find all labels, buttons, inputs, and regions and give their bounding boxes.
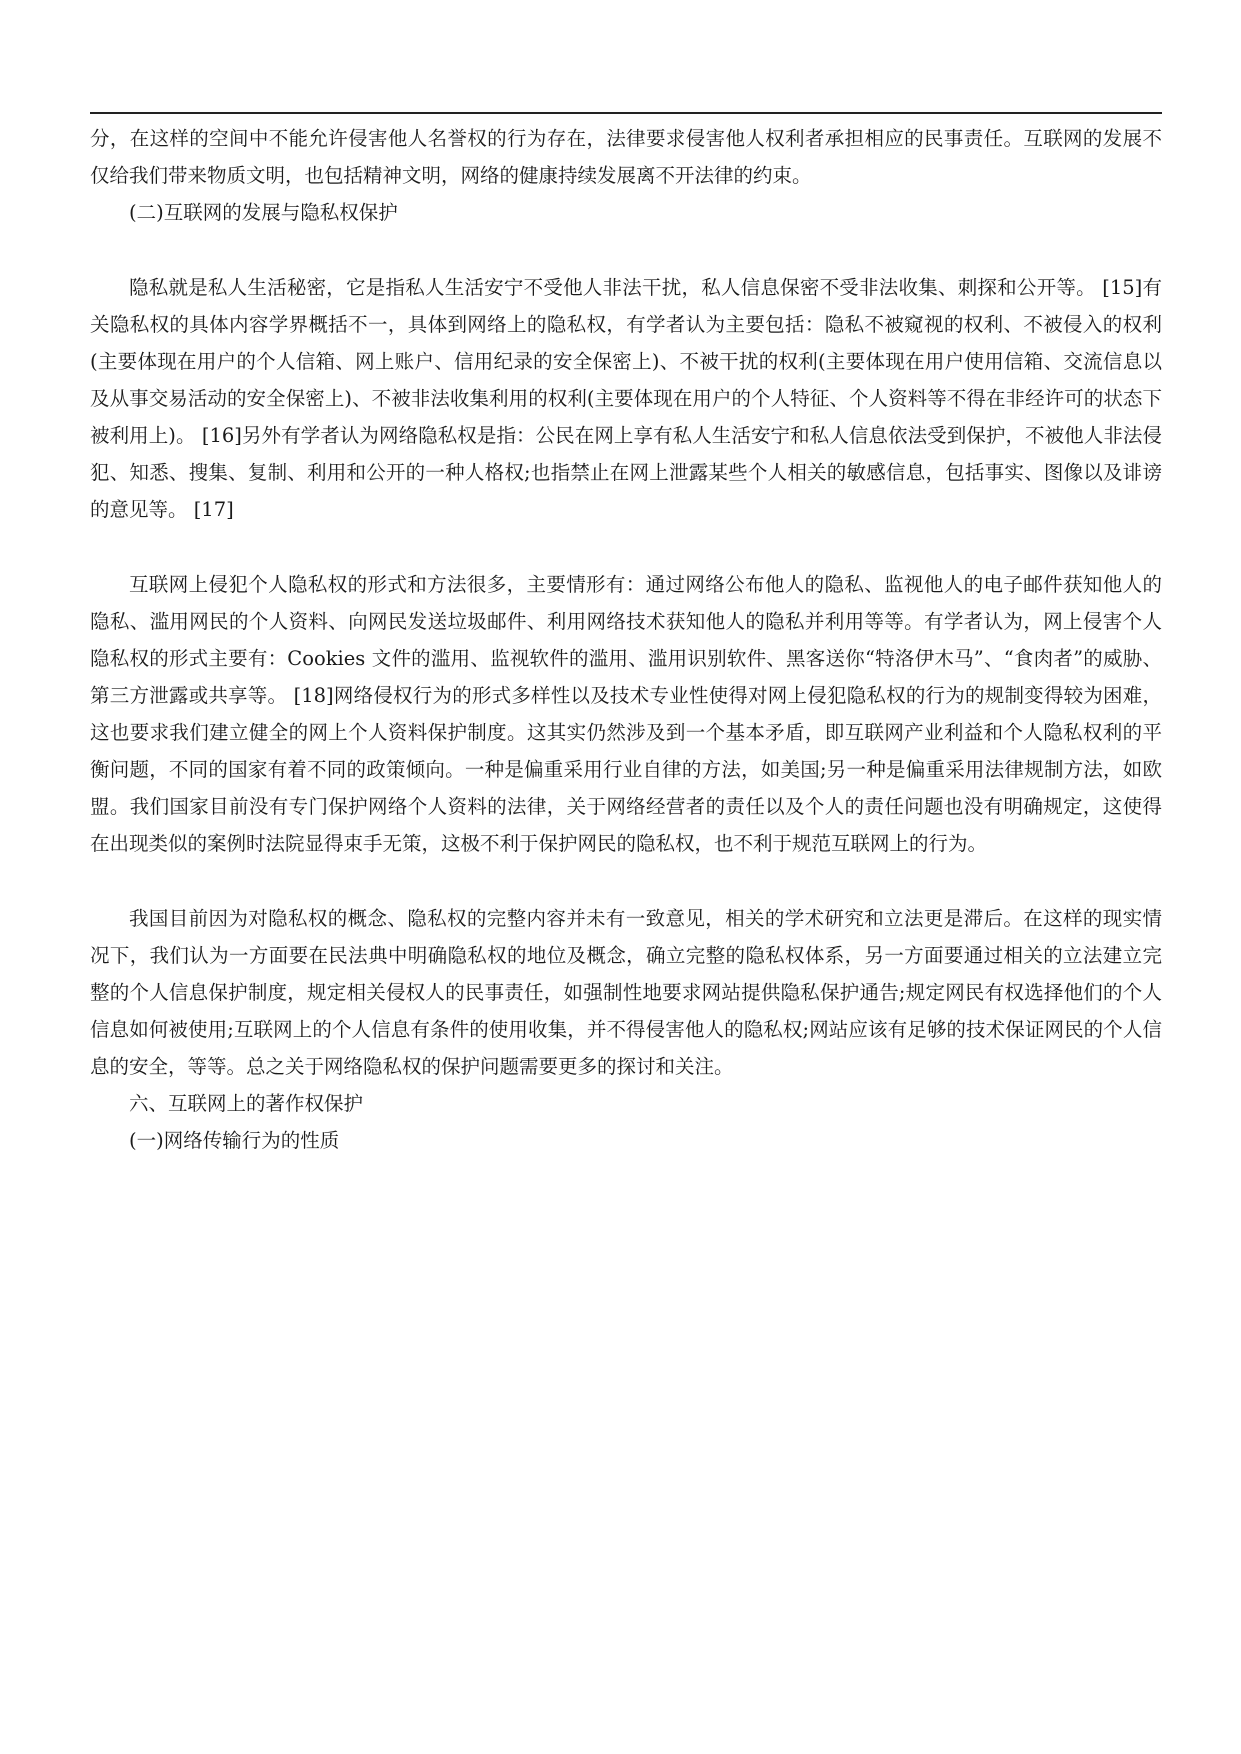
header-rule: [90, 112, 1162, 114]
section-heading-transmission: (一)网络传输行为的性质: [129, 1129, 340, 1152]
chapter-heading-copyright: 六、互联网上的著作权保护: [129, 1092, 364, 1115]
paragraph-continuation: 分，在这样的空间中不能允许侵害他人名誉权的行为存在，法律要求侵害他人权利者承担相应的民事责任。互联网的发展不仅给我们带来物质文明，也包括精神文明，网络的健康持续发展离不开法律的约束。: [90, 127, 1162, 187]
document-body: [90, 120, 1162, 1159]
paragraph-privacy-infringement: 互联网上侵犯个人隐私权的形式和方法很多，主要情形有：通过网络公布他人的隐私、监视他人的电子邮件获知他人的隐私、滥用网民的个人资料、向网民发送垃圾邮件、利用网络技术获知他人的隐私并利用等等。有学者认为，网上侵害个人隐私权的形式主要有：Cookies 文件的滥用、监视软件的滥用、滥用识别软件、黑客送你“特洛伊木马”、“食肉者”的威胁、第三方泄露或共享等。 [18]网络侵权行为的形式多样性以及技术专业性使得对网上侵犯隐私权的行为的规制变得较为困难，这也要求我们建立健全的网上个人资料保护制度。这其实仍然涉及到一个基本矛盾，即互联网产业利益和个人隐私权利的平衡问题，不同的国家有着不同的政策倾向。一种是偏重采用行业自律的方法，如美国;另一种是偏重采用法律规制方法，如欧盟。我们国家目前没有专门保护网络个人资料的法律，关于网络经营者的责任以及个人的责任问题也没有明确规定，这使得在出现类似的案例时法院显得束手无策，这极不利于保护网民的隐私权，也不利于规范互联网上的行为。: [90, 573, 1162, 855]
paragraph-privacy-definition: 隐私就是私人生活秘密，它是指私人生活安宁不受他人非法干扰，私人信息保密不受非法收集、刺探和公开等。 [15]有关隐私权的具体内容学界概括不一，具体到网络上的隐私权，有学者认为主要包括：隐私不被窥视的权利、不被侵入的权利(主要体现在用户的个人信箱、网上账户、信用纪录的安全保密上)、不被干扰的权利(主要体现在用户使用信箱、交流信息以及从事交易活动的安全保密上)、不被非法收集利用的权利(主要体现在用户的个人特征、个人资料等不得在非经许可的状态下被利用上)。 [16]另外有学者认为网络隐私权是指：公民在网上享有私人生活安宁和私人信息依法受到保护，不被他人非法侵犯、知悉、搜集、复制、利用和公开的一种人格权;也指禁止在网上泄露某些个人相关的敏感信息，包括事实、图像以及诽谤的意见等。 [17]: [90, 276, 1162, 521]
paragraph-privacy-legislation: 我国目前因为对隐私权的概念、隐私权的完整内容并未有一致意见，相关的学术研究和立法更是滞后。在这样的现实情况下，我们认为一方面要在民法典中明确隐私权的地位及概念，确立完整的隐私权体系，另一方面要通过相关的立法建立完整的个人信息保护制度，规定相关侵权人的民事责任，如强制性地要求网站提供隐私保护通告;规定网民有权选择他们的个人信息如何被使用;互联网上的个人信息有条件的使用收集，并不得侵害他人的隐私权;网站应该有足够的技术保证网民的个人信息的安全，等等。总之关于网络隐私权的保护问题需要更多的探讨和关注。: [90, 907, 1162, 1078]
section-heading-privacy: (二)互联网的发展与隐私权保护: [129, 201, 398, 224]
